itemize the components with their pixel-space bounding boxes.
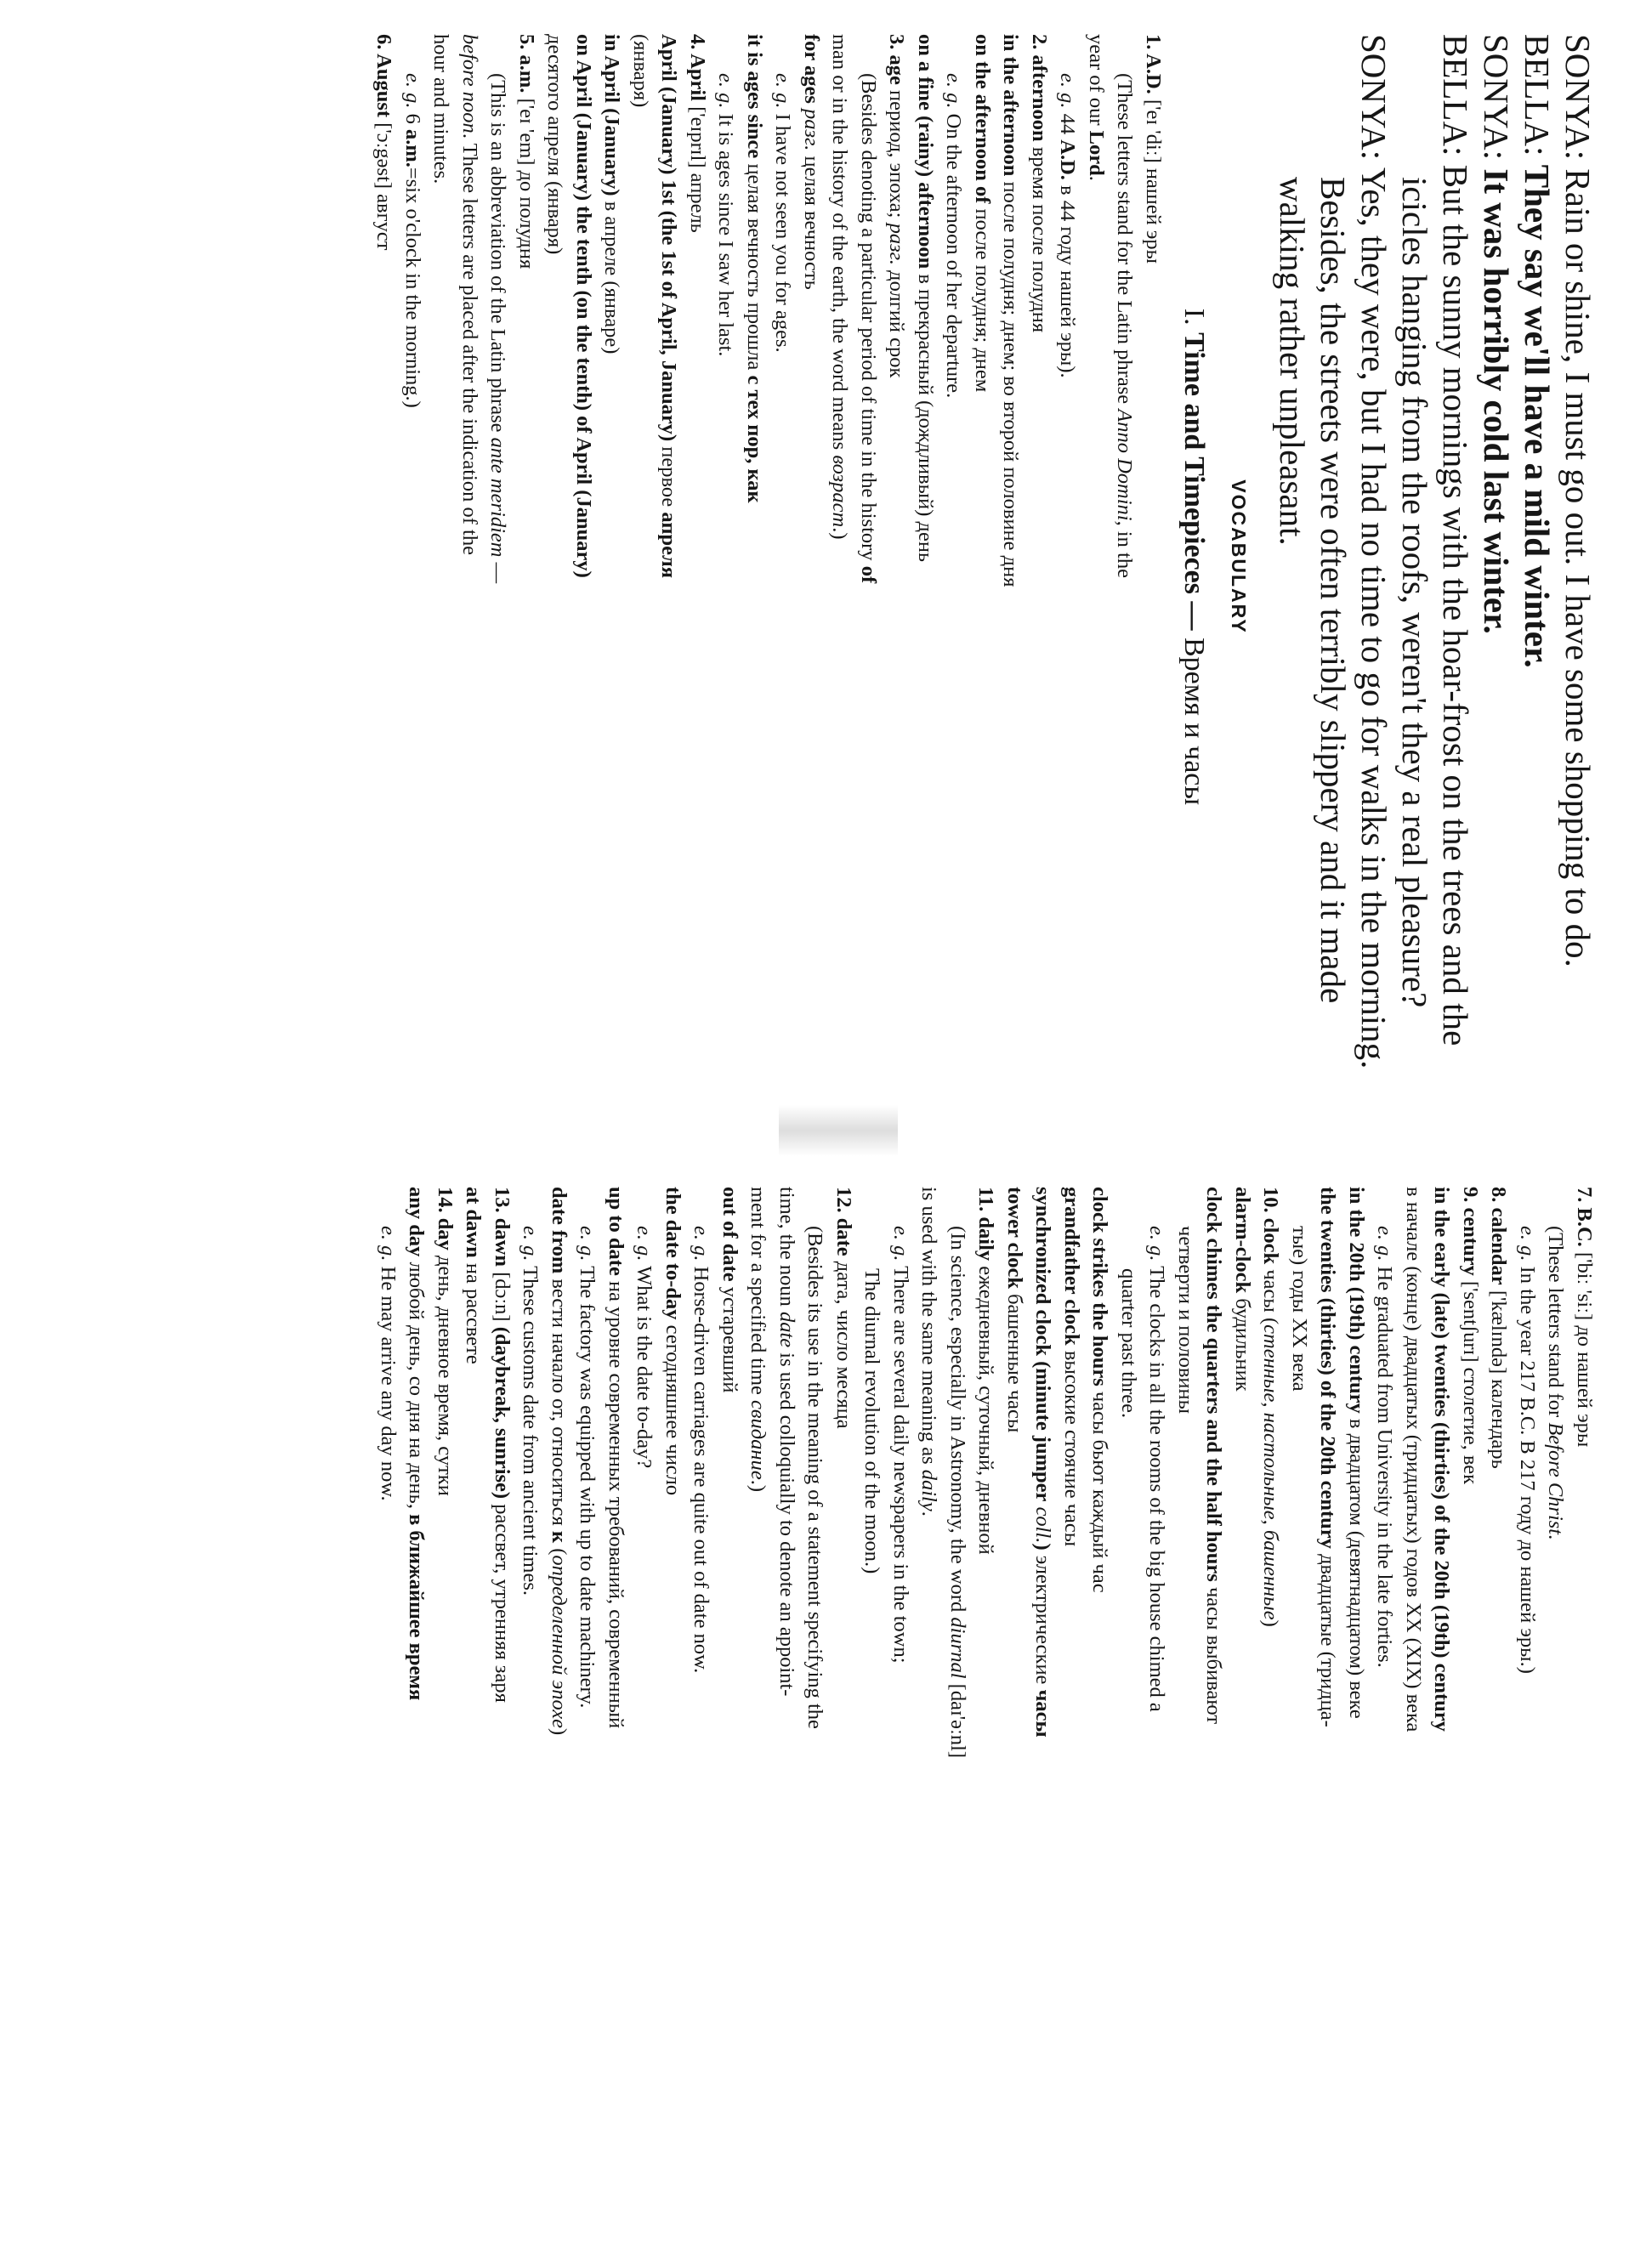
vocabulary-line: (января) xyxy=(629,34,652,108)
vocabulary-line: 8. calendar ['kælɪndə] календарь xyxy=(1487,1187,1511,1469)
vocabulary-line: the date to-day сегодняшнее число xyxy=(661,1187,684,1496)
vocabulary-list-right xyxy=(374,1187,1599,2232)
vocabulary-line: 2. afternoon время после полудня xyxy=(1028,34,1051,333)
vocabulary-line: e. g. 6 a.m.=six o'clock in the morning.) xyxy=(401,73,424,408)
vocabulary-line: it is ages since целая вечность прошла с тех пор, как xyxy=(743,34,766,503)
vocabulary-line: quarter past three. xyxy=(1117,1268,1140,1419)
vocabulary-line: date from вести начало от, относиться к (определенной эпохе) xyxy=(548,1187,570,1736)
vocabulary-line: 12. date дата, число месяца xyxy=(832,1187,855,1429)
right-page xyxy=(374,1187,1599,2232)
vocabulary-line: тые) годы XX века xyxy=(1288,1226,1311,1392)
vocabulary-line: is used with the same meaning as daily. xyxy=(917,1187,941,1517)
dialogue-line: SONYA: It was horribly cold last winter. xyxy=(1477,34,1516,634)
vocabulary-line: e. g. He may arrive any day now. xyxy=(377,1226,400,1501)
vocabulary-line: 4. April ['eɪprɪl] апрель xyxy=(686,34,709,233)
vocabulary-line: e. g. What is the date to-day? xyxy=(633,1226,656,1469)
dialogue-line: SONYA: Rain or shine, I must go out. I have some shopping to do. xyxy=(1558,34,1598,967)
vocabulary-line: 5. a.m. ['eɪ 'em] до полудня xyxy=(515,34,538,269)
vocabulary-line: grandfather clock высокие стоячие часы xyxy=(1060,1187,1083,1547)
vocabulary-line: on April (January) the tenth (on the tenth) of April (January) xyxy=(572,34,595,578)
vocabulary-line: up to date на уровне современных требований, современный xyxy=(604,1187,627,1729)
vocabulary-line: e. g. The factory was equipped with up to date machinery. xyxy=(576,1226,599,1709)
dialogue-block xyxy=(1272,34,1598,1080)
vocabulary-line: e. g. On the afternoon of her departure. xyxy=(942,73,966,399)
vocabulary-line: clock strikes the hours часы бьют каждый час xyxy=(1088,1187,1112,1593)
vocabulary-line: e. g. 44 A.D. в 44 году нашей эры). xyxy=(1056,73,1080,378)
vocabulary-line: tower clock башенные часы xyxy=(1003,1187,1026,1433)
vocabulary-line: 13. dawn [dɔːn] (daybreak, sunrise) рассвет, утренняя заря xyxy=(491,1187,514,1703)
vocabulary-line: e. g. These customs date from ancient times. xyxy=(519,1226,542,1596)
vocabulary-line: clock chimes the quarters and the half hours часы выбивают xyxy=(1202,1187,1226,1725)
vocabulary-line: before noon. These letters are placed after the indication of the xyxy=(458,34,481,555)
vocabulary-line: at dawn на рассвете xyxy=(462,1187,485,1364)
dialogue-line: BELLA: They say we'll have a mild winter. xyxy=(1518,34,1557,668)
vocabulary-line: e. g. It is ages since I saw her last. xyxy=(714,73,738,357)
vocabulary-line: (This is an abbreviation of the Latin phrase ante meridiem — xyxy=(486,73,510,584)
vocabulary-line: e. g. The clocks in all the rooms of the big house chimed a xyxy=(1145,1226,1169,1712)
vocabulary-line: 11. daily ежедневный, суточный, дневной xyxy=(974,1187,998,1555)
vocabulary-line: in the 20th (19th) century в двадцатом (девятнадцатом) веке xyxy=(1345,1187,1368,1719)
vocabulary-line: man or in the history of the earth, the word means возраст.) xyxy=(828,34,852,540)
dialogue-line: BELLA: But the sunny mornings with the hoar-frost on the trees and the icicles hanging from the roofs, weren't they a real pleasure? xyxy=(1395,34,1475,1046)
vocabulary-line: in the early (late) twenties (thirties) of the 20th (19th) century xyxy=(1430,1187,1454,1732)
vocabulary-heading: VOCABULARY xyxy=(1228,479,1250,634)
vocabulary-line: (These letters stand for the Latin phrase Anno Domini, in the xyxy=(1113,73,1137,578)
vocabulary-line: year of our Lord. xyxy=(1085,34,1108,181)
vocabulary-line: (Besides its use in the meaning of a statement specifying the xyxy=(803,1226,827,1729)
vocabulary-line: on the afternoon of после полудня; днем xyxy=(971,34,994,393)
vocabulary-line: 6. August ['ɔːgəst] август xyxy=(372,34,396,251)
vocabulary-line: (Besides denoting a particular period of time in the history of xyxy=(857,73,880,584)
vocabulary-line: April (January) 1st (the 1st of April, January) первое апреля xyxy=(657,34,681,578)
vocabulary-line: в начале (конце) двадцатых (тридцатых) годов XX (XIX) века xyxy=(1402,1187,1425,1732)
dialogue-line: SONYA: Yes, they were, but I had no time to go for walks in the morning. Besides, the streets were often terribly slippery and it made walking rather unpleasant. xyxy=(1273,34,1393,1069)
vocabulary-line: on a fine (rainy) afternoon в прекрасный (дождливый) день xyxy=(914,34,937,563)
vocabulary-line: десятого апреля (января) xyxy=(543,34,567,255)
vocabulary-list-left xyxy=(370,34,1167,1080)
vocabulary-line: (In science, especially in Astronomy, the word diurnal [daɪ'əːnl] xyxy=(946,1226,969,1759)
vocabulary-line: четверти и половины xyxy=(1174,1226,1197,1415)
vocabulary-line: in April (January) в апреле (январе) xyxy=(600,34,624,354)
vocabulary-line: in the afternoon после полудня; днем; во второй половине дня xyxy=(999,34,1023,587)
vocabulary-line: (These letters stand for Before Christ. xyxy=(1544,1226,1568,1540)
vocabulary-line: e. g. He graduated from University in the late forties. xyxy=(1373,1226,1397,1668)
vocabulary-line: The diurnal revolution of the moon.) xyxy=(860,1268,884,1574)
vocabulary-line: 1. A.D. ['eɪ 'diː] нашей эры xyxy=(1142,34,1165,264)
vocabulary-line: e. g. There are several daily newspapers in the town; xyxy=(889,1226,912,1664)
vocabulary-line: hour and minutes. xyxy=(429,34,453,184)
vocabulary-line: 9. century ['sentʃurɪ] столетие, век xyxy=(1459,1187,1482,1485)
vocabulary-line: e. g. In the year 217 B.C. В 217 году до нашей эры.) xyxy=(1516,1226,1539,1674)
vocabulary-line: 3. age период, эпоха; разг. долгий срок xyxy=(885,34,909,378)
section-heading: I. Time and Timepieces — Время и часы xyxy=(1178,308,1210,806)
vocabulary-line: e. g. I have not seen you for ages. xyxy=(771,73,795,353)
left-page xyxy=(370,34,1598,1080)
vocabulary-line: any day любой день, со дня на день, в ближайшее время xyxy=(405,1187,429,1701)
vocabulary-line: synchronized clock (minute jumper coll.) электрические часы xyxy=(1031,1187,1055,1738)
vocabulary-line: 14. day день, дневное время, сутки xyxy=(434,1187,457,1496)
vocabulary-line: out of date устаревший xyxy=(718,1187,741,1393)
vocabulary-line: for ages разг. целая вечность xyxy=(800,34,823,290)
vocabulary-line: time, the noun date is used colloquially to denote an appoint- xyxy=(775,1187,798,1697)
vocabulary-line: 10. clock часы (стенные, настольные, башенные) xyxy=(1259,1187,1283,1627)
vocabulary-line: the twenties (thirties) of the 20th century двадцатые (тридца- xyxy=(1316,1187,1340,1727)
vocabulary-line: ment for a specified time свидание.) xyxy=(746,1187,770,1493)
vocabulary-line: 7. B.C. ['biː 'siː] до нашей эры xyxy=(1573,1187,1596,1448)
vocabulary-line: alarm-clock будильник xyxy=(1231,1187,1254,1392)
scan-smudge xyxy=(779,1105,898,1156)
vocabulary-line: e. g. Horse-driven carriages are quite out of date now. xyxy=(690,1226,713,1674)
